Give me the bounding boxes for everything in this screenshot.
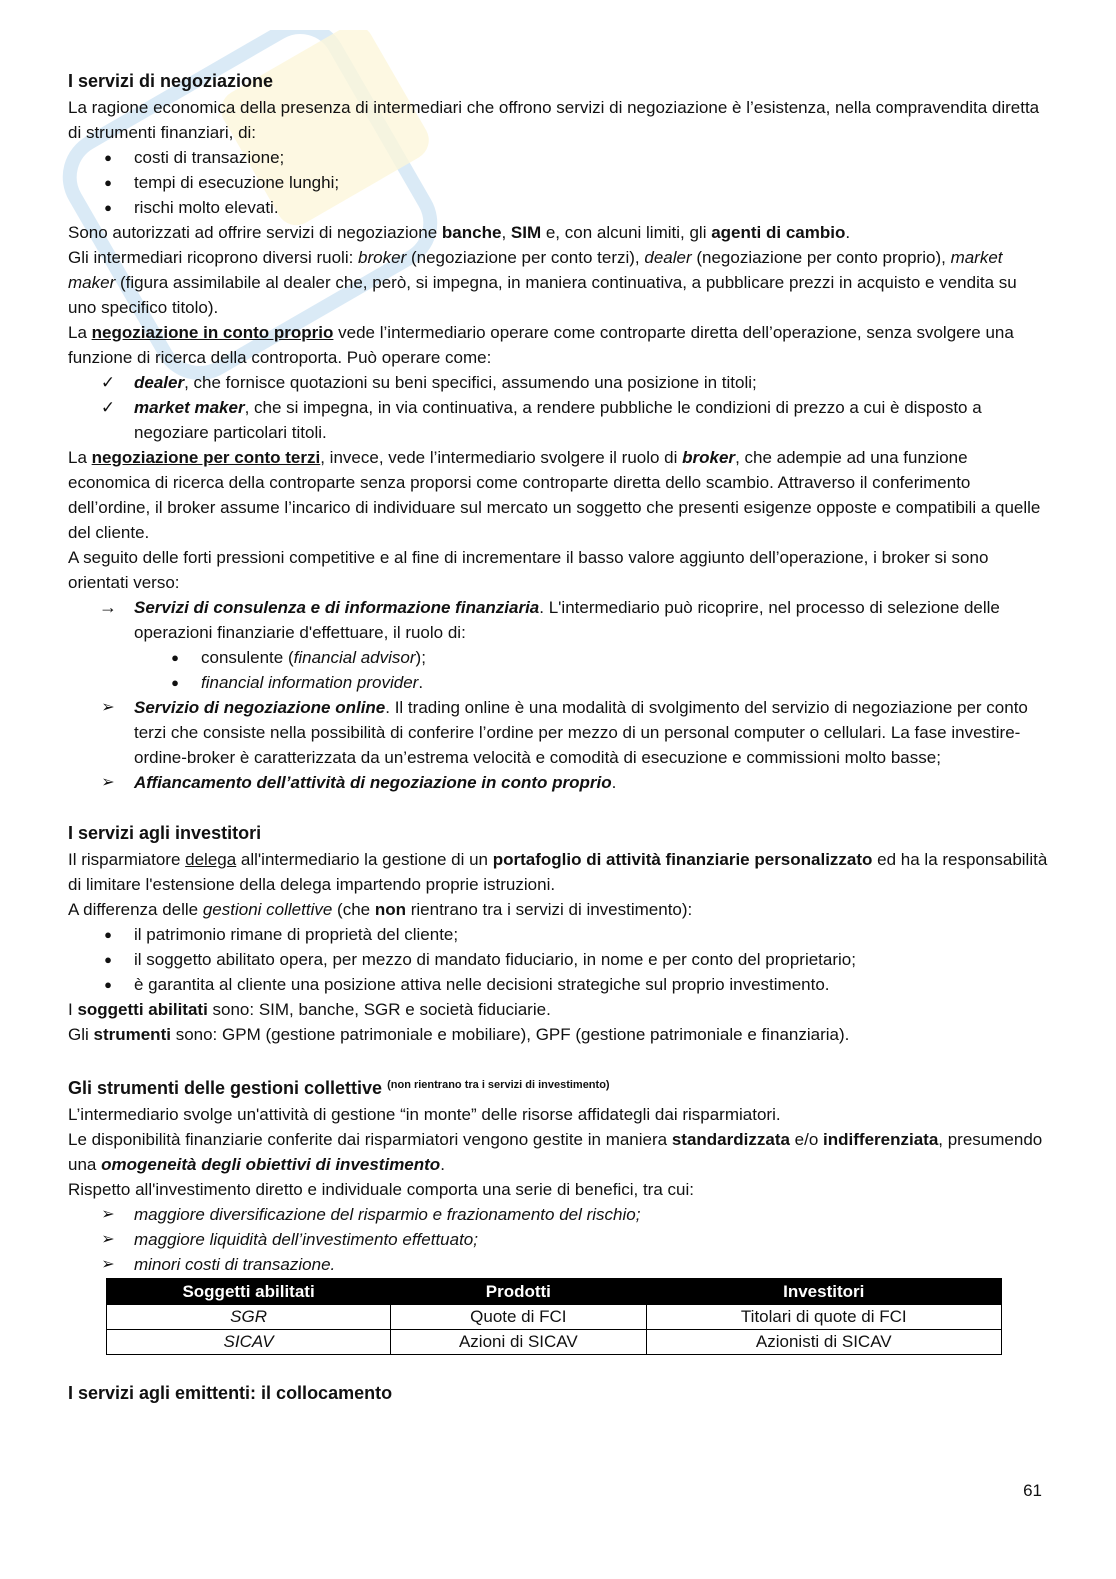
- table-cell: Azioni di SICAV: [391, 1330, 646, 1355]
- list-item: ● il soggetto abilitato opera, per mezzo di mandato fiduciario, in nome e per conto del proprietario;: [68, 947, 1048, 972]
- paragraph: Gli intermediari ricoprono diversi ruoli: broker (negoziazione per conto terzi), dealer (negoziazione per conto proprio), market maker (figura assimilabile al dealer che, però, si impegna, in maniera continuativa, a pubblicare prezzi in acquisto e vendita su uno specifico titolo).: [68, 248, 1017, 317]
- list-item: ● costi di transazione;: [68, 145, 1048, 170]
- paragraph: La ragione economica della presenza di intermediari che offrono servizi di negoziazione è l’esistenza, nella compravendita diretta di strumenti finanziari, di:: [68, 98, 1040, 142]
- bullet-icon: ●: [171, 650, 179, 665]
- section-title-negoziazione: I servizi di negoziazione: [68, 71, 274, 91]
- bullet-icon: ●: [104, 952, 112, 967]
- table-header-cell: Soggetti abilitati: [107, 1279, 391, 1305]
- bullet-icon: ●: [104, 175, 112, 190]
- list-item: ● tempi di esecuzione lunghi;: [68, 170, 1048, 195]
- paragraph: A differenza delle gestioni collettive (che non rientrano tra i servizi di investimento):: [68, 900, 693, 919]
- section-title-investitori: I servizi agli investitori: [68, 823, 262, 843]
- list-item: ➢ maggiore diversificazione del risparmio e frazionamento del rischio;: [68, 1202, 1048, 1227]
- paragraph: Le disponibilità finanziarie conferite dai risparmiatori vengono gestite in maniera standardizzata e/o indifferenziata, presumendo una omogeneità degli obiettivi di investimento.: [68, 1130, 1043, 1174]
- paragraph: Sono autorizzati ad offrire servizi di negoziazione banche, SIM e, con alcuni limiti, gli agenti di cambio.: [68, 223, 851, 242]
- bullet-icon: ●: [104, 200, 112, 215]
- triangle-list: [68, 1202, 1048, 1277]
- list-item: ➢ minori costi di transazione.: [68, 1252, 1048, 1277]
- list-item: ➢ Affiancamento dell’attività di negoziazione in conto proprio.: [68, 770, 1048, 795]
- table-header-cell: Investitori: [646, 1279, 1001, 1305]
- bullet-icon: ●: [104, 977, 112, 992]
- bullet-icon: ●: [104, 150, 112, 165]
- checkmark-icon: ✓: [100, 398, 116, 417]
- triangle-arrow-icon: ➢: [101, 1231, 115, 1248]
- table-header-row: [107, 1279, 1002, 1305]
- soggetti-table: [106, 1278, 1002, 1355]
- table-row: [107, 1330, 1002, 1355]
- sub-bullet-list: [68, 645, 1048, 695]
- arrow-right-icon: →: [99, 597, 117, 617]
- triangle-arrow-icon: ➢: [101, 699, 115, 716]
- table-cell: SGR: [107, 1305, 391, 1330]
- bullet-list: [68, 922, 1048, 997]
- checkmark-icon: ✓: [100, 373, 116, 392]
- list-item: ● è garantita al cliente una posizione attiva nelle decisioni strategiche sul proprio investimento.: [68, 972, 1048, 997]
- table-row: [107, 1305, 1002, 1330]
- paragraph: Il risparmiatore delega all'intermediario la gestione di un portafoglio di attività finanziarie personalizzato ed ha la responsabilità di limitare l'estensione della delega impartendo proprie istruzioni.: [68, 850, 1048, 894]
- table-header-cell: Prodotti: [391, 1279, 646, 1305]
- paragraph: La negoziazione per conto terzi, invece, vede l’intermediario svolgere il ruolo di broker, che adempie ad una funzione economica di ricerca della controparte senza proporsi come controparte diretta dello scambio. Attraverso il conferimento dell’ordine, il broker assume l’incarico di individuare sul mercato un soggetto che presenti esigenze opposte e compatibili a quelle del cliente.: [68, 448, 1041, 542]
- list-item: → Servizi di consulenza e di informazione finanziaria. L'intermediario può ricoprire, nel processo di selezione delle operazioni finanziarie d'effettuare, il ruolo di:: [99, 597, 1000, 642]
- list-item: ● consulente (financial advisor);: [68, 645, 1048, 670]
- paragraph: La negoziazione in conto proprio vede l’intermediario operare come controparte diretta dell’operazione, senza svolgere una funzione di ricerca della controporta. Può operare come:: [68, 323, 1014, 367]
- list-item: ● rischi molto elevati.: [68, 195, 1048, 220]
- triangle-list: [68, 695, 1048, 795]
- list-item: ✓ market maker, che si impegna, in via continuativa, a rendere pubbliche le condizioni di prezzo a cui è disposto a negoziare particolari titoli.: [68, 395, 1048, 445]
- check-list: [68, 370, 1048, 445]
- paragraph: Rispetto all'investimento diretto e individuale comporta una serie di benefici, tra cui:: [68, 1180, 694, 1199]
- paragraph: Gli strumenti sono: GPM (gestione patrimoniale e mobiliare), GPF (gestione patrimoniale e finanziaria).: [68, 1025, 850, 1044]
- paragraph: L’intermediario svolge un'attività di gestione “in monte” delle risorse affidategli dai risparmiatori.: [68, 1105, 781, 1124]
- list-item: ➢ maggiore liquidità dell’investimento effettuato;: [68, 1227, 1048, 1252]
- page-number: 61: [1023, 1481, 1042, 1500]
- table-cell: Azionisti di SICAV: [646, 1330, 1001, 1355]
- title-note: (non rientrano tra i servizi di investimento): [387, 1079, 610, 1091]
- list-item: ● il patrimonio rimane di proprietà del cliente;: [68, 922, 1048, 947]
- section-title-collettive: Gli strumenti delle gestioni collettive $^{(non rientrano tra i servizi di investimento)}$: [68, 1078, 610, 1098]
- paragraph: A seguito delle forti pressioni competitive e al fine di incrementare il basso valore aggiunto dell’operazione, i broker si sono orientati verso:: [68, 548, 989, 592]
- bullet-icon: ●: [171, 675, 179, 690]
- section-title-emittenti: I servizi agli emittenti: il collocamento: [68, 1383, 393, 1403]
- bullet-icon: ●: [104, 927, 112, 942]
- triangle-arrow-icon: ➢: [101, 1206, 115, 1223]
- list-item: ➢ Servizio di negoziazione online. Il trading online è una modalità di svolgimento del servizio di negoziazione per conto terzi che consiste nella possibilità di conferire l’ordine per mezzo di un personal computer o cellulari. La fase investire-ordine-broker è caratterizzata da un’estrema velocità e comodità di esecuzione e commissioni molto basse;: [68, 695, 1048, 770]
- bullet-list: [68, 145, 1048, 220]
- triangle-arrow-icon: ➢: [101, 1256, 115, 1273]
- table-cell: SICAV: [107, 1330, 391, 1355]
- list-item: ✓ dealer, che fornisce quotazioni su beni specifici, assumendo una posizione in titoli;: [68, 370, 1048, 395]
- paragraph: I soggetti abilitati sono: SIM, banche, SGR e società fiduciarie.: [68, 1000, 551, 1019]
- table-cell: Titolari di quote di FCI: [646, 1305, 1001, 1330]
- document-page: [68, 68, 1048, 1407]
- arrow-list: [68, 595, 1048, 645]
- table-cell: Quote di FCI: [391, 1305, 646, 1330]
- triangle-arrow-icon: ➢: [101, 774, 115, 791]
- list-item: ● financial information provider.: [68, 670, 1048, 695]
